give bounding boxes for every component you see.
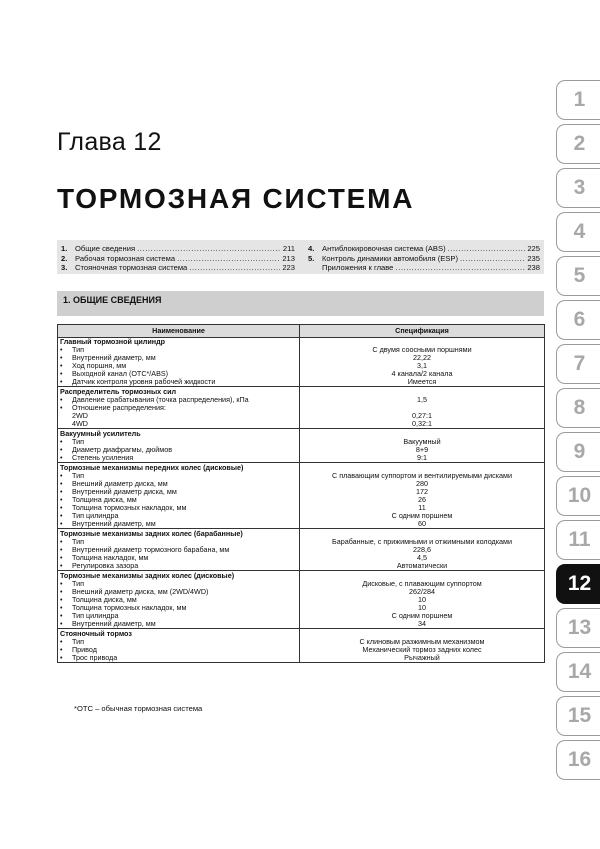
parameter-value: 26 — [300, 496, 545, 504]
table-row — [58, 520, 545, 529]
parameter-label: • Степень усиления — [60, 453, 133, 462]
parameter-value: 262/284 — [300, 588, 545, 596]
toc-entry-page: 235 — [527, 253, 540, 263]
parameter-label: • Толщина тормозных накладок, мм — [60, 503, 186, 512]
parameter-value: С клиновым разжимным механизмом — [300, 638, 545, 646]
chapter-tab[interactable]: 6 — [556, 300, 600, 340]
toc-entry-page: 211 — [282, 244, 295, 253]
toc-entry-label: Антиблокировочная система (ABS) — [322, 244, 446, 253]
parameter-label: • Внутренний диаметр, мм — [60, 619, 156, 628]
toc-entry-label: Контроль динамики автомобиля (ESP) — [322, 253, 458, 263]
toc-entry[interactable] — [308, 254, 540, 264]
parameter-name — [58, 562, 300, 571]
chapter-tab[interactable]: 2 — [556, 124, 600, 164]
parameter-label: • Толщина диска, мм — [60, 595, 137, 604]
parameter-label: • Тип — [60, 471, 84, 480]
group-title: Тормозные механизмы задних колес (дисковые) — [58, 572, 300, 580]
toc-leader-dots — [460, 254, 525, 264]
chapter-tab[interactable]: 10 — [556, 476, 600, 516]
toc-entry[interactable] — [61, 254, 295, 264]
parameter-label: • Внутренний диаметр, мм — [60, 519, 156, 528]
parameter-label: • Тип — [60, 437, 84, 446]
toc-entry-page: 238 — [527, 263, 540, 273]
parameter-label: • Ход поршня, мм — [60, 361, 126, 370]
chapter-contents — [57, 240, 544, 274]
toc-entry-label: Общие сведения — [75, 244, 136, 253]
parameter-label: • Диаметр диафрагмы, дюймов — [60, 445, 172, 454]
parameter-label: • Регулировка зазора — [60, 561, 138, 570]
parameter-value: Дисковые, с плавающим суппортом — [300, 580, 545, 588]
parameter-value: Механический тормоз задних колес — [300, 646, 545, 654]
toc-entry[interactable] — [308, 263, 540, 273]
parameter-label: • Тип — [60, 537, 84, 546]
toc-entry[interactable] — [61, 244, 295, 254]
toc-entry-label: Стояночная тормозная система — [75, 263, 188, 273]
parameter-label: • Давление срабатывания (точка распределения), кПа — [60, 395, 249, 404]
table-row — [58, 504, 545, 512]
toc-leader-dots — [448, 244, 526, 254]
parameter-label: • Внешний диаметр диска, мм (2WD/4WD) — [60, 587, 208, 596]
toc-entry-label: Рабочая тормозная система — [75, 253, 176, 263]
parameter-label: • Трос привода — [60, 653, 117, 662]
parameter-value: 60 — [300, 520, 545, 529]
parameter-value: С одним поршнем — [300, 512, 545, 520]
parameter-value: 228,6 — [300, 546, 545, 554]
parameter-label: • Внутренний диаметр тормозного барабана, мм — [60, 545, 229, 554]
table-row — [58, 654, 545, 663]
parameter-label: • Тип — [60, 637, 84, 646]
parameter-name — [58, 404, 300, 412]
parameter-label: • Отношение распределения: — [60, 403, 166, 412]
parameter-label: • Толщина диска, мм — [60, 495, 137, 504]
parameter-label: • Внутренний диаметр диска, мм — [60, 487, 177, 496]
parameter-value: 11 — [300, 504, 545, 512]
parameter-value: 4 канала/2 канала — [300, 370, 545, 378]
parameter-value: 22,22 — [300, 354, 545, 362]
chapter-tab[interactable]: 14 — [556, 652, 600, 692]
parameter-value: 3,1 — [300, 362, 545, 370]
parameter-value: 280 — [300, 480, 545, 488]
table-row — [58, 420, 545, 429]
toc-entry-page: 223 — [282, 263, 295, 273]
group-title: Тормозные механизмы передних колес (дисковые) — [58, 464, 300, 472]
chapter-tab[interactable]: 8 — [556, 388, 600, 428]
parameter-value: С двумя соосными поршнями — [300, 346, 545, 354]
parameter-label: 4WD — [72, 419, 88, 428]
section-heading: 1. ОБЩИЕ СВЕДЕНИЯ — [63, 295, 162, 305]
specifications-table — [57, 324, 545, 663]
parameter-value: Автоматически — [300, 562, 545, 571]
table-row — [58, 354, 545, 362]
section-heading-bar — [57, 291, 544, 316]
table-row — [58, 646, 545, 654]
parameter-label: • Толщина тормозных накладок, мм — [60, 603, 186, 612]
table-row — [58, 620, 545, 629]
toc-leader-dots — [189, 263, 280, 273]
toc-leader-dots — [177, 254, 280, 264]
parameter-value: Вакуумный — [300, 438, 545, 446]
toc-entry-number: 3. — [61, 263, 68, 273]
parameter-value: 172 — [300, 488, 545, 496]
table-row — [58, 378, 545, 387]
page-title: ТОРМОЗНАЯ СИСТЕМА — [57, 183, 415, 214]
parameter-value: 8+9 — [300, 446, 545, 454]
parameter-name — [58, 654, 300, 663]
parameter-label: 2WD — [72, 411, 88, 420]
chapter-tab[interactable]: 13 — [556, 608, 600, 648]
group-title: Тормозные механизмы задних колес (барабанные) — [58, 530, 300, 538]
table-row — [58, 562, 545, 571]
parameter-value: 10 — [300, 596, 545, 604]
chapter-tab[interactable]: 11 — [556, 520, 600, 560]
parameter-label: • Внешний диаметр диска, мм — [60, 479, 168, 488]
parameter-value: 0,27:1 — [300, 412, 545, 420]
toc-entry-number: 5. — [308, 253, 315, 263]
toc-right-column — [308, 244, 540, 273]
toc-entry[interactable] — [308, 244, 540, 254]
table-row — [58, 454, 545, 463]
group-title: Распределитель тормозных сил — [58, 388, 300, 396]
parameter-label: • Толщина накладок, мм — [60, 553, 148, 562]
chapter-tab[interactable]: 4 — [556, 212, 600, 252]
chapter-tab[interactable]: 1 — [556, 80, 600, 120]
chapter-tab[interactable]: 9 — [556, 432, 600, 472]
toc-left-column — [61, 244, 295, 273]
column-header-name: Наименование — [58, 325, 300, 338]
chapter-tab[interactable]: 15 — [556, 696, 600, 736]
parameter-label: • Тип — [60, 579, 84, 588]
toc-leader-dots — [395, 263, 525, 273]
group-title: Главный тормозной цилиндр — [58, 338, 300, 347]
chapter-tab[interactable]: 16 — [556, 740, 600, 780]
parameter-name — [58, 454, 300, 463]
parameter-value: 1,5 — [300, 396, 545, 404]
table-row — [58, 604, 545, 612]
parameter-name — [58, 420, 300, 429]
chapter-tab[interactable]: 3 — [556, 168, 600, 208]
chapter-number: Глава 12 — [57, 128, 162, 156]
table-row — [58, 404, 545, 412]
parameter-value: 34 — [300, 620, 545, 629]
toc-entry-number: 2. — [61, 253, 68, 263]
chapter-tab[interactable]: 12 — [556, 564, 600, 604]
group-title: Стояночный тормоз — [58, 630, 300, 638]
column-header-spec: Спецификация — [300, 325, 545, 338]
table-row — [58, 412, 545, 420]
toc-entry-page: 225 — [527, 244, 540, 253]
toc-leader-dots — [137, 244, 281, 254]
parameter-label: • Тип цилиндра — [60, 511, 118, 520]
parameter-value: 9:1 — [300, 454, 545, 463]
toc-entry-number: 4. — [308, 244, 315, 253]
parameter-value: С одним поршнем — [300, 612, 545, 620]
chapter-tab[interactable]: 7 — [556, 344, 600, 384]
parameter-label: • Тип цилиндра — [60, 611, 118, 620]
parameter-name — [58, 378, 300, 387]
parameter-label: • Выходной канал (ОТС*/ABS) — [60, 369, 168, 378]
parameter-label: • Привод — [60, 645, 97, 654]
parameter-value: Рычажный — [300, 654, 545, 663]
parameter-value: 4,5 — [300, 554, 545, 562]
parameter-value: 10 — [300, 604, 545, 612]
toc-entry-number — [308, 263, 322, 273]
parameter-name — [58, 520, 300, 529]
parameter-label: • Тип — [60, 345, 84, 354]
parameter-label: • Внутренний диаметр, мм — [60, 353, 156, 362]
parameter-label: • Датчик контроля уровня рабочей жидкости — [60, 377, 215, 386]
parameter-value: Имеется — [300, 378, 545, 387]
footnote: *ОТС – обычная тормозная система — [74, 704, 203, 713]
parameter-value: С плавающим суппортом и вентилируемыми дисками — [300, 472, 545, 480]
toc-entry-number: 1. — [61, 244, 68, 253]
chapter-tab[interactable]: 5 — [556, 256, 600, 296]
toc-entry-page: 213 — [282, 253, 295, 263]
toc-entry[interactable] — [61, 263, 295, 273]
parameter-name — [58, 412, 300, 420]
parameter-value: Барабанные, с прижимными и отжимными колодками — [300, 538, 545, 546]
toc-entry-label: Приложения к главе — [322, 263, 394, 273]
group-title: Вакуумный усилитель — [58, 430, 300, 438]
parameter-name — [58, 620, 300, 629]
group-title-row — [58, 430, 545, 438]
parameter-value: 0,32:1 — [300, 420, 545, 429]
